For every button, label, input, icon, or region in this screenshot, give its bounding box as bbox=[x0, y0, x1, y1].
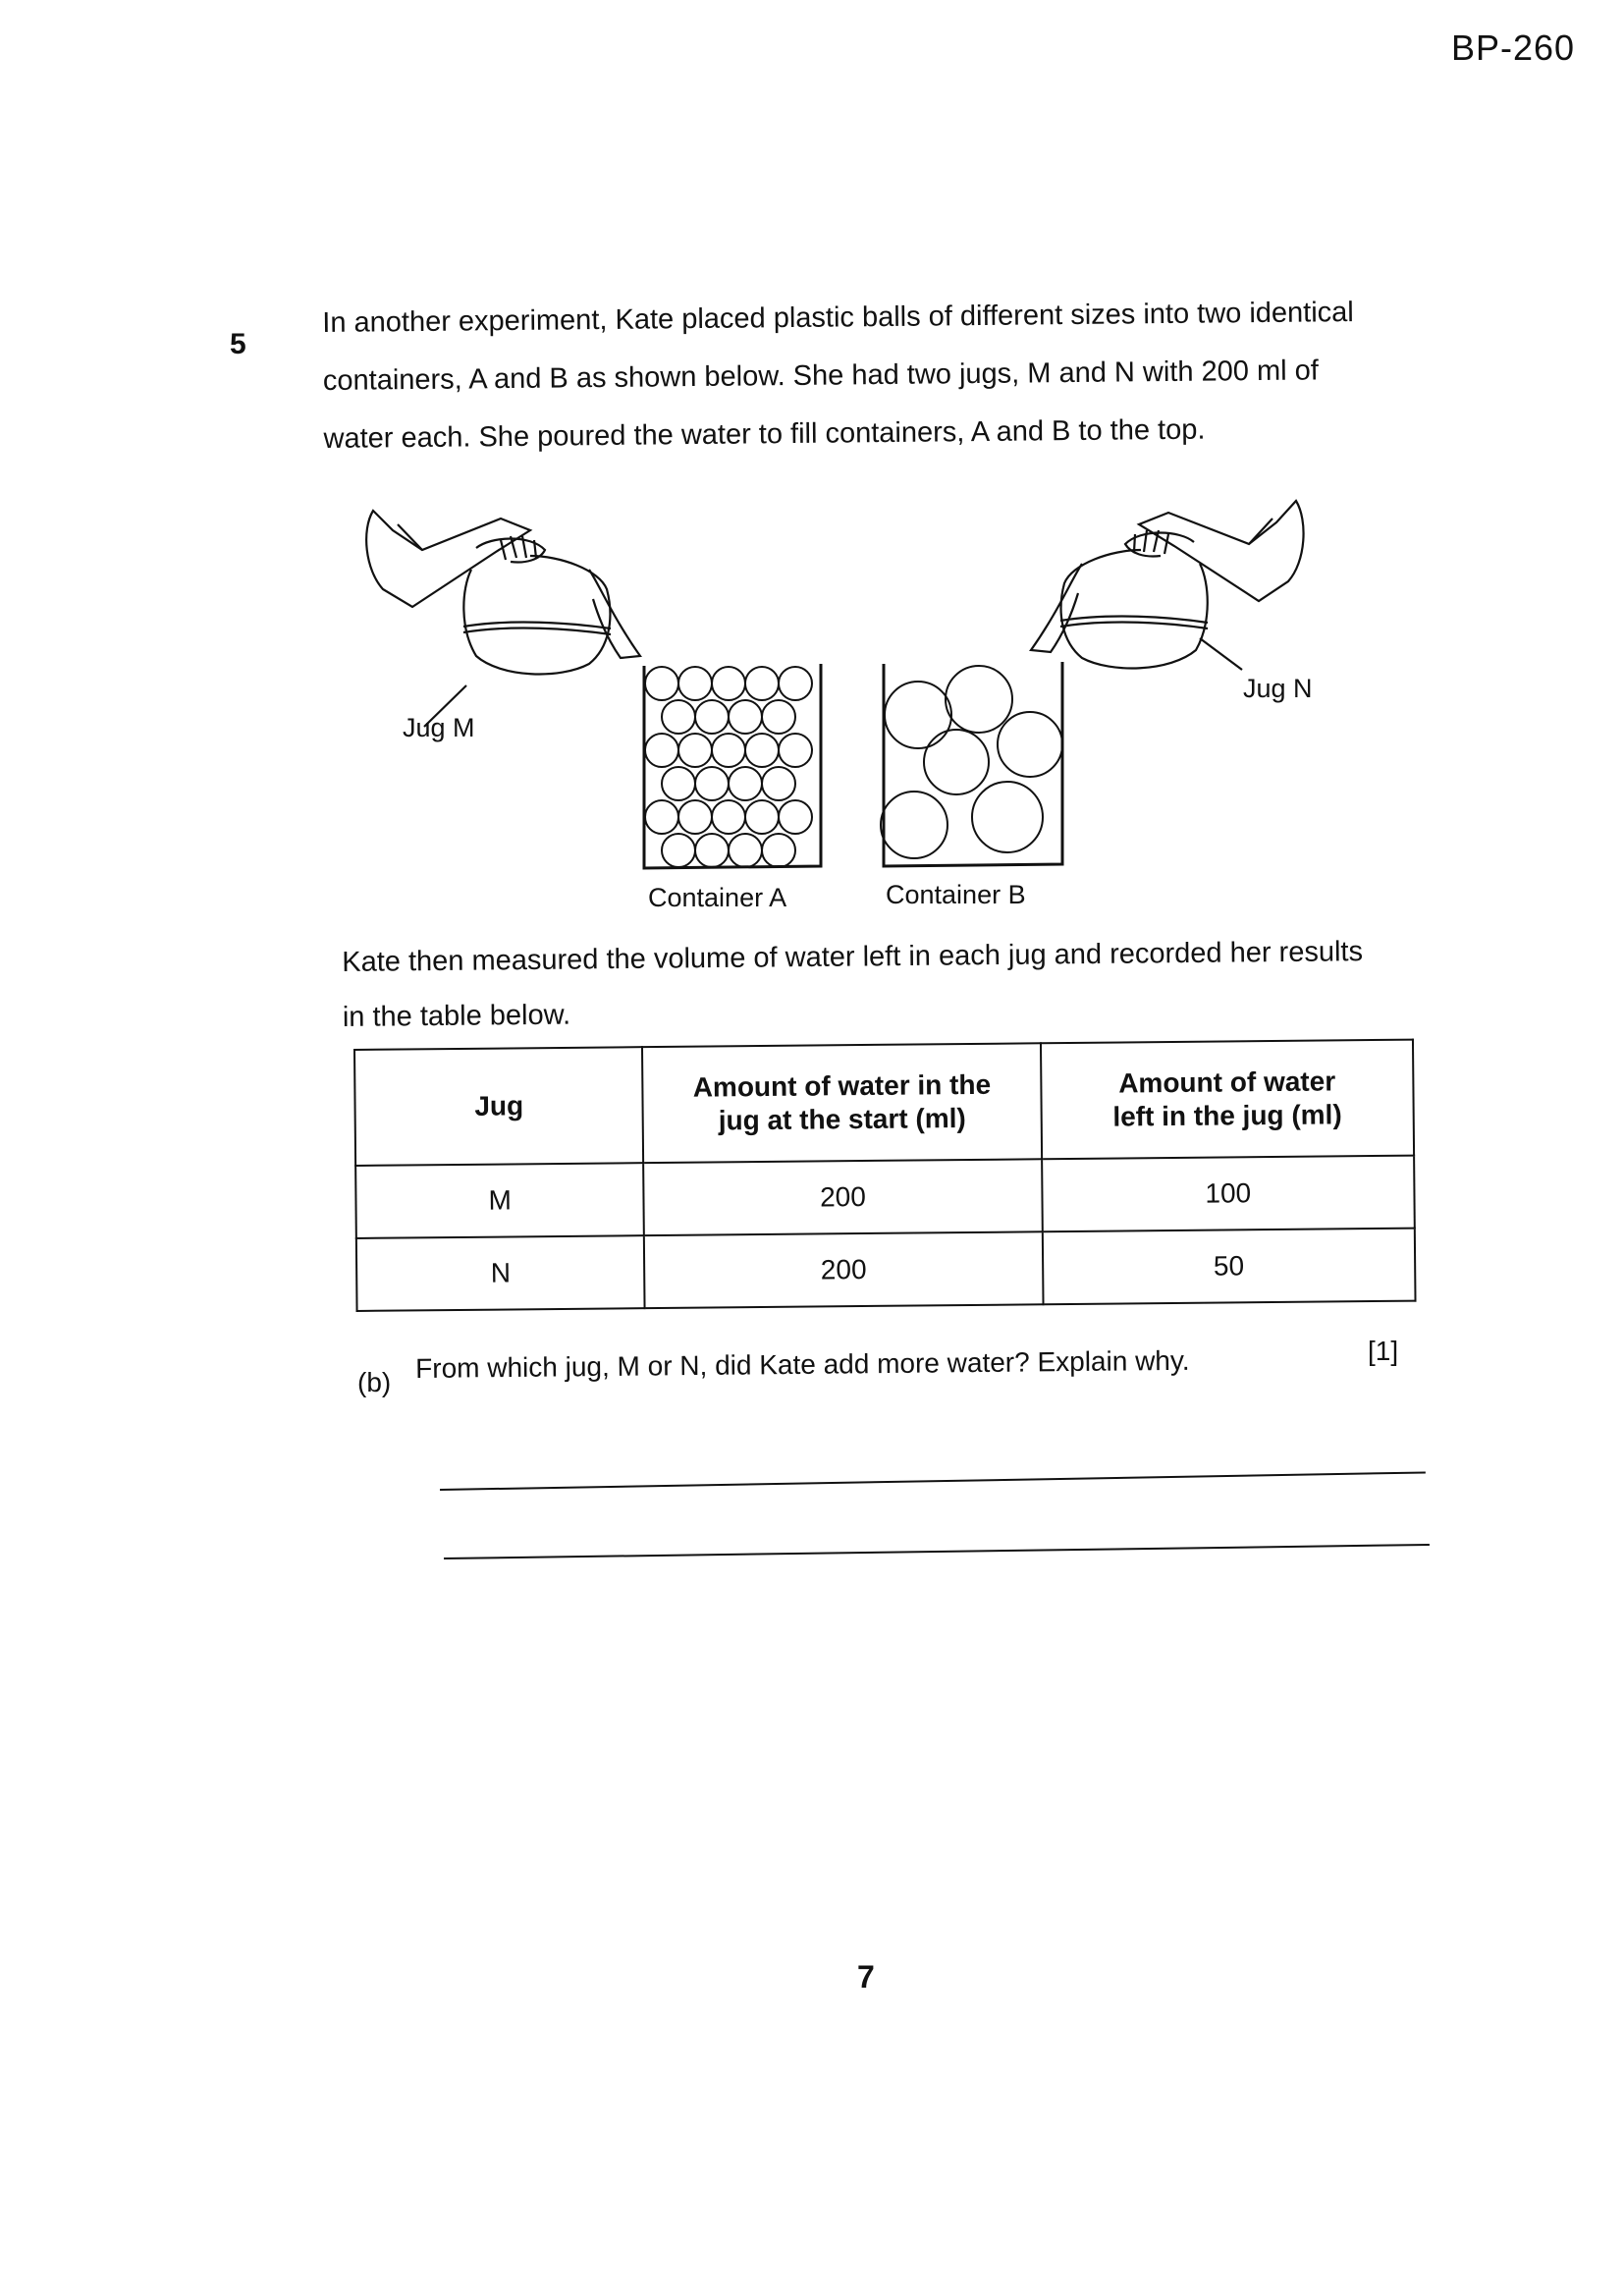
jug-m-body bbox=[463, 556, 610, 674]
container-a-label: Container A bbox=[648, 883, 787, 912]
experiment-figure bbox=[353, 491, 1355, 923]
jug-n-label: Jug N bbox=[1243, 674, 1313, 703]
sub-question-text: From which jug, M or N, did Kate add more water? Explain why. bbox=[415, 1344, 1190, 1384]
small-ball bbox=[712, 667, 745, 700]
jug-m-illustration bbox=[366, 511, 640, 727]
container-a bbox=[644, 664, 821, 868]
cell-jug: N bbox=[356, 1235, 645, 1311]
small-ball bbox=[745, 734, 779, 767]
small-ball bbox=[695, 700, 729, 734]
results-intro-line: Kate then measured the volume of water left in each jug and recorded her results bbox=[342, 936, 1364, 978]
small-ball bbox=[745, 667, 779, 700]
table-row bbox=[356, 1229, 1416, 1311]
small-balls bbox=[645, 667, 812, 867]
jug-n-body bbox=[1061, 550, 1208, 668]
small-ball bbox=[779, 667, 812, 700]
small-ball bbox=[729, 767, 762, 800]
small-ball bbox=[645, 734, 678, 767]
results-intro-line: in the table below. bbox=[342, 999, 571, 1033]
cell-start: 200 bbox=[644, 1159, 1043, 1235]
small-ball bbox=[745, 800, 779, 834]
table-row bbox=[355, 1156, 1415, 1238]
jug-m-label: Jug M bbox=[403, 713, 475, 742]
small-ball bbox=[678, 800, 712, 834]
small-ball bbox=[779, 734, 812, 767]
cell-jug: M bbox=[355, 1163, 644, 1238]
jug-n-spout bbox=[1031, 564, 1082, 652]
sub-question-label: (b) bbox=[357, 1367, 392, 1397]
results-intro bbox=[342, 923, 1423, 1045]
page-number: 7 bbox=[857, 1959, 875, 1995]
results-table bbox=[353, 1039, 1417, 1312]
intro-line: water each. She poured the water to fill containers, A and B to the top. bbox=[323, 413, 1206, 455]
small-ball bbox=[779, 800, 812, 834]
marks-allocation: [1] bbox=[1368, 1336, 1399, 1366]
small-ball bbox=[762, 834, 795, 867]
small-ball bbox=[729, 834, 762, 867]
large-balls bbox=[881, 666, 1062, 858]
small-ball bbox=[662, 767, 695, 800]
small-ball bbox=[695, 767, 729, 800]
small-ball bbox=[729, 700, 762, 734]
small-ball bbox=[762, 767, 795, 800]
jug-m-spout bbox=[589, 570, 640, 658]
jug-n-pointer bbox=[1200, 638, 1242, 670]
small-ball bbox=[662, 834, 695, 867]
question-number: 5 bbox=[230, 328, 246, 360]
small-ball bbox=[662, 700, 695, 734]
container-b bbox=[881, 662, 1062, 866]
paper-code: BP-260 bbox=[1451, 27, 1576, 68]
answer-line[interactable] bbox=[444, 1544, 1430, 1559]
header-left-amount: Amount of water left in the jug (ml) bbox=[1041, 1040, 1414, 1160]
small-ball bbox=[678, 734, 712, 767]
small-ball bbox=[645, 667, 678, 700]
small-ball bbox=[762, 700, 795, 734]
intro-line: containers, A and B as shown below. She had two jugs, M and N with 200 ml of bbox=[322, 355, 1320, 397]
small-ball bbox=[695, 834, 729, 867]
question-intro bbox=[322, 284, 1394, 468]
cell-left: 100 bbox=[1042, 1156, 1415, 1232]
right-sleeve bbox=[1249, 519, 1272, 544]
jug-n-water bbox=[1060, 623, 1208, 629]
answer-line[interactable] bbox=[440, 1471, 1426, 1491]
jug-n-illustration bbox=[1031, 501, 1304, 670]
jug-m-water bbox=[463, 629, 611, 634]
small-ball bbox=[678, 667, 712, 700]
table-header-row bbox=[354, 1040, 1414, 1166]
intro-line: In another experiment, Kate placed plastic balls of different sizes into two identical bbox=[322, 296, 1354, 339]
cell-left: 50 bbox=[1042, 1229, 1415, 1305]
small-ball bbox=[712, 800, 745, 834]
header-jug: Jug bbox=[354, 1047, 644, 1166]
container-b-label: Container B bbox=[886, 880, 1026, 909]
cell-start: 200 bbox=[644, 1231, 1043, 1308]
small-ball bbox=[712, 734, 745, 767]
right-arm bbox=[1139, 501, 1304, 601]
header-start-amount: Amount of water in the jug at the start (ml) bbox=[642, 1043, 1041, 1163]
small-ball bbox=[645, 800, 678, 834]
